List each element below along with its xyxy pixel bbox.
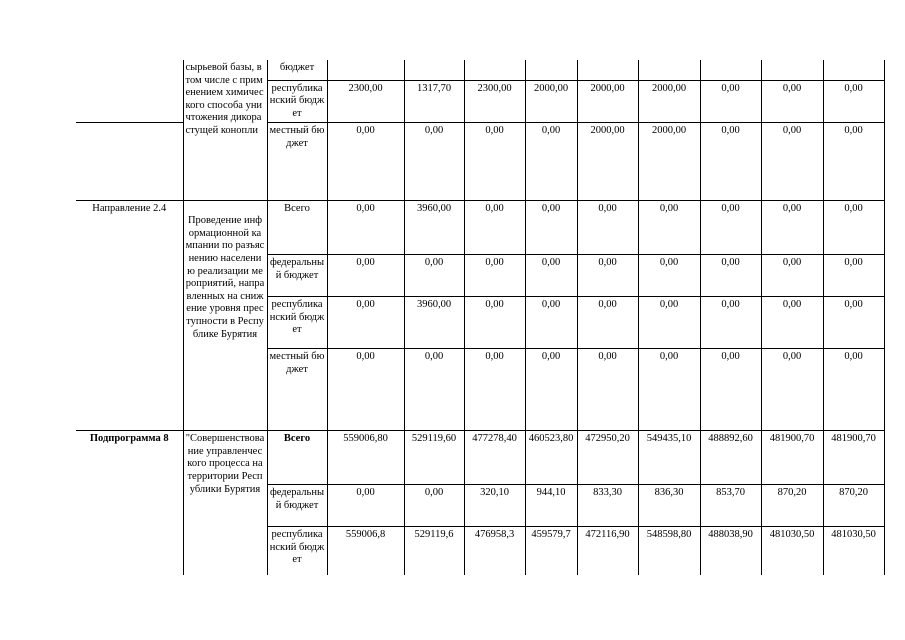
value-cell: 0,00 <box>638 349 700 431</box>
budget-table <box>76 60 885 575</box>
value-cell: 0,00 <box>525 297 577 349</box>
value-cell: 0,00 <box>761 255 823 297</box>
value-cell: 3960,00 <box>404 297 464 349</box>
value-cell: 0,00 <box>327 297 404 349</box>
value-cell: 0,00 <box>404 255 464 297</box>
value-cell: 944,10 <box>525 485 577 527</box>
section-cell <box>76 123 183 201</box>
value-cell <box>464 60 525 80</box>
value-cell: 2000,00 <box>577 80 638 123</box>
value-cell: 472116,90 <box>577 527 638 575</box>
value-cell: 0,00 <box>638 297 700 349</box>
value-cell: 0,00 <box>700 349 761 431</box>
value-cell: 0,00 <box>327 255 404 297</box>
funding-source: местный бюджет <box>267 123 327 201</box>
value-cell: 0,00 <box>761 123 823 201</box>
value-cell: 529119,60 <box>404 431 464 485</box>
value-cell: 0,00 <box>464 255 525 297</box>
value-cell: 481030,50 <box>761 527 823 575</box>
value-cell: 2000,00 <box>638 123 700 201</box>
value-cell: 0,00 <box>700 123 761 201</box>
value-cell <box>761 60 823 80</box>
value-cell: 0,00 <box>525 349 577 431</box>
value-cell: 559006,8 <box>327 527 404 575</box>
value-cell: 0,00 <box>327 123 404 201</box>
value-cell: 481900,70 <box>823 431 884 485</box>
measure-description: сырьевой базы, в том числе с применением химического способа уничтожения дикорастущей конопли <box>183 60 267 201</box>
value-cell: 0,00 <box>327 485 404 527</box>
measure-description: Проведение информационной кампании по разъяснению населению реализации мероприятий, направленных на снижение уровня преступности в Республике Бурятия <box>183 201 267 431</box>
section-cell <box>76 60 183 123</box>
value-cell: 0,00 <box>700 255 761 297</box>
table-row <box>76 60 884 80</box>
value-cell: 0,00 <box>761 201 823 255</box>
value-cell: 853,70 <box>700 485 761 527</box>
value-cell: 0,00 <box>464 123 525 201</box>
value-cell: 0,00 <box>638 255 700 297</box>
funding-source: Всего <box>267 201 327 255</box>
value-cell <box>700 60 761 80</box>
value-cell: 488892,60 <box>700 431 761 485</box>
subprogram-label: Подпрограмма 8 <box>76 431 183 575</box>
value-cell: 833,30 <box>577 485 638 527</box>
value-cell: 0,00 <box>823 297 884 349</box>
value-cell: 548598,80 <box>638 527 700 575</box>
value-cell: 870,20 <box>823 485 884 527</box>
value-cell: 3960,00 <box>404 201 464 255</box>
value-cell: 0,00 <box>464 297 525 349</box>
value-cell <box>823 60 884 80</box>
value-cell: 0,00 <box>761 297 823 349</box>
value-cell: 0,00 <box>577 255 638 297</box>
value-cell: 1317,70 <box>404 80 464 123</box>
value-cell: 477278,40 <box>464 431 525 485</box>
value-cell: 0,00 <box>700 80 761 123</box>
value-cell: 0,00 <box>464 201 525 255</box>
value-cell: 0,00 <box>577 349 638 431</box>
value-cell: 0,00 <box>525 201 577 255</box>
direction-label: Направление 2.4 <box>76 201 183 431</box>
value-cell: 0,00 <box>823 349 884 431</box>
value-cell: 472950,20 <box>577 431 638 485</box>
value-cell: 0,00 <box>761 80 823 123</box>
value-cell: 0,00 <box>823 255 884 297</box>
value-cell <box>404 60 464 80</box>
value-cell: 0,00 <box>327 349 404 431</box>
value-cell: 0,00 <box>761 349 823 431</box>
value-cell: 0,00 <box>638 201 700 255</box>
value-cell <box>525 60 577 80</box>
value-cell: 320,10 <box>464 485 525 527</box>
table-row <box>76 201 884 255</box>
funding-source: федеральный бюджет <box>267 485 327 527</box>
value-cell: 2300,00 <box>464 80 525 123</box>
value-cell: 2300,00 <box>327 80 404 123</box>
value-cell: 2000,00 <box>638 80 700 123</box>
value-cell: 0,00 <box>823 123 884 201</box>
funding-source: федеральный бюджет <box>267 255 327 297</box>
funding-source: республиканский бюджет <box>267 297 327 349</box>
value-cell: 476958,3 <box>464 527 525 575</box>
value-cell: 0,00 <box>404 485 464 527</box>
value-cell: 488038,90 <box>700 527 761 575</box>
value-cell: 460523,80 <box>525 431 577 485</box>
value-cell: 559006,80 <box>327 431 404 485</box>
value-cell: 0,00 <box>404 349 464 431</box>
funding-source: республиканский бюджет <box>267 527 327 575</box>
value-cell <box>638 60 700 80</box>
value-cell: 0,00 <box>700 201 761 255</box>
value-cell: 0,00 <box>823 201 884 255</box>
value-cell <box>327 60 404 80</box>
funding-source: местный бюджет <box>267 349 327 431</box>
funding-source: республиканский бюджет <box>267 80 327 123</box>
value-cell: 0,00 <box>525 255 577 297</box>
funding-source: Всего <box>267 431 327 485</box>
value-cell: 2000,00 <box>577 123 638 201</box>
value-cell <box>577 60 638 80</box>
value-cell: 481900,70 <box>761 431 823 485</box>
value-cell: 0,00 <box>327 201 404 255</box>
value-cell: 0,00 <box>823 80 884 123</box>
table-row <box>76 431 884 485</box>
funding-source: бюджет <box>267 60 327 80</box>
value-cell: 549435,10 <box>638 431 700 485</box>
value-cell: 0,00 <box>700 297 761 349</box>
value-cell: 0,00 <box>404 123 464 201</box>
value-cell: 836,30 <box>638 485 700 527</box>
value-cell: 870,20 <box>761 485 823 527</box>
value-cell: 0,00 <box>525 123 577 201</box>
value-cell: 0,00 <box>577 297 638 349</box>
value-cell: 2000,00 <box>525 80 577 123</box>
value-cell: 0,00 <box>577 201 638 255</box>
measure-description: "Совершенствование управленческого процесса на территории Республики Бурятия <box>183 431 267 575</box>
value-cell: 459579,7 <box>525 527 577 575</box>
value-cell: 481030,50 <box>823 527 884 575</box>
value-cell: 0,00 <box>464 349 525 431</box>
value-cell: 529119,6 <box>404 527 464 575</box>
